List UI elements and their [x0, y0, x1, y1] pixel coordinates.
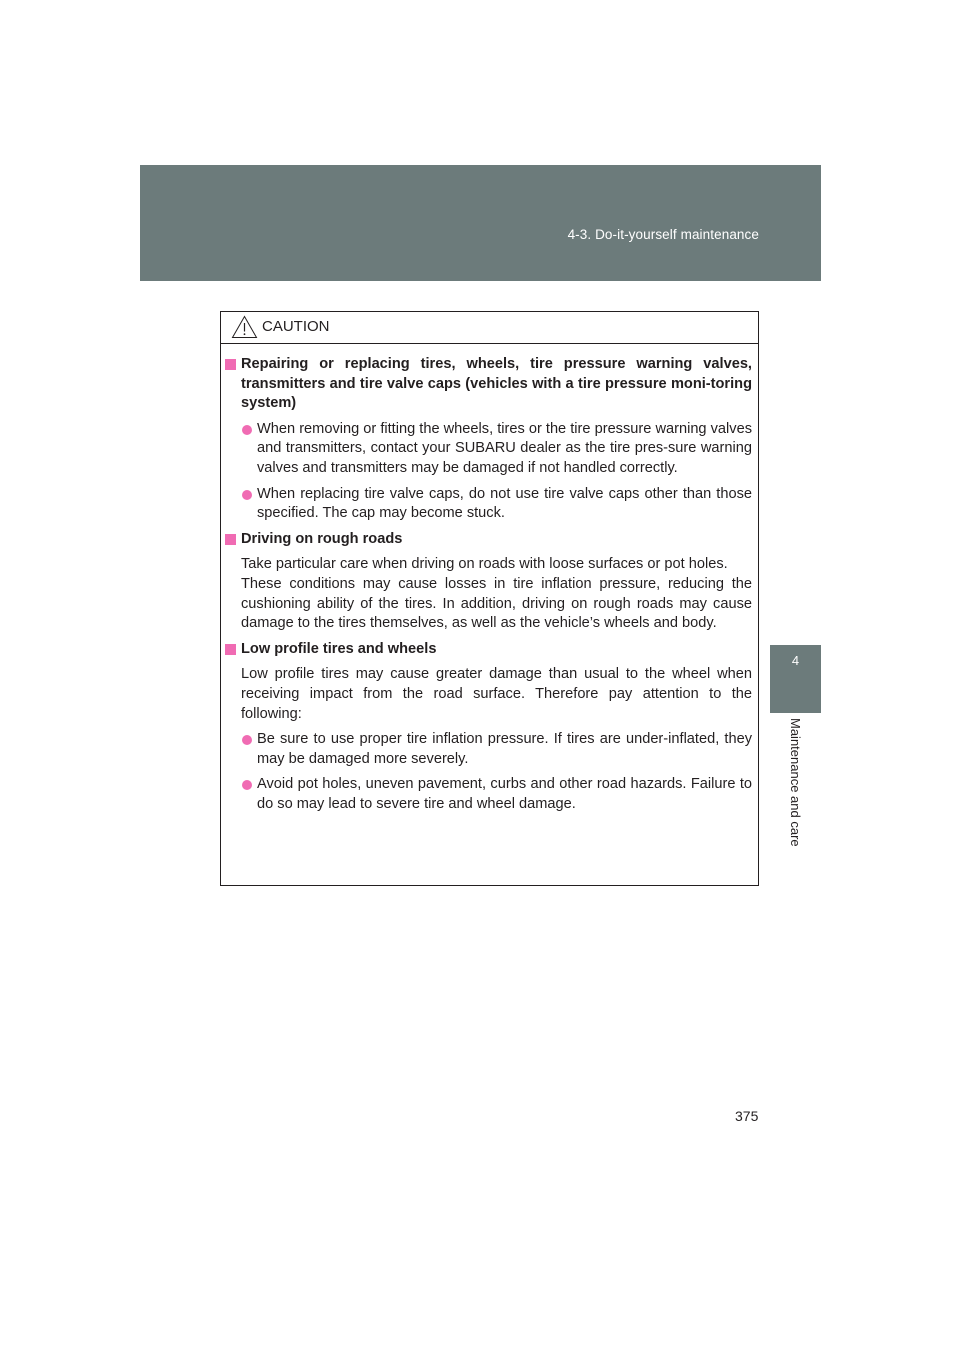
- paragraph: These conditions may cause losses in tire inflation pressure, reducing the cushioning ability of the tires. In addition, driving on rough roads may cause damage to the tires themselves, as well as the vehicle’s wheels and body.: [241, 575, 752, 632]
- paragraph: Low profile tires may cause greater damage than usual to the wheel when receiving impact from the road surface. Therefore pay attention to the following:: [241, 666, 752, 722]
- circle-bullet-icon: [242, 425, 252, 435]
- warning-triangle-icon: [231, 315, 258, 339]
- section-heading: [225, 530, 752, 550]
- header-band: [140, 165, 821, 281]
- list-item: [225, 420, 752, 479]
- heading-text: Repairing or replacing tires, wheels, tire pressure warning valves, transmitters and tire valve caps (vehicles with a tire pressure moni-toring system): [241, 356, 752, 412]
- square-bullet-icon: [225, 534, 236, 545]
- section-title: 4-3. Do-it-yourself maintenance: [567, 227, 759, 242]
- page-number: 375: [735, 1108, 759, 1124]
- section-heading: [225, 640, 752, 660]
- circle-bullet-icon: [242, 490, 252, 500]
- square-bullet-icon: [225, 644, 236, 655]
- paragraph: Take particular care when driving on roads with loose surfaces or pot holes.: [241, 556, 728, 573]
- bullet-text: Be sure to use proper tire inflation pressure. If tires are under-inflated, they may be damaged more severely.: [257, 731, 752, 767]
- circle-bullet-icon: [242, 735, 252, 745]
- bullet-text: When removing or fitting the wheels, tires or the tire pressure warning valves and transmitters, contact your SUBARU dealer as the tire pres-sure warning valves and transmitters may be damaged if not handled correctly.: [257, 420, 752, 476]
- heading-text: Driving on rough roads: [241, 530, 403, 547]
- circle-bullet-icon: [242, 780, 252, 790]
- caution-body: [221, 344, 758, 814]
- chapter-tab: [770, 645, 821, 713]
- chapter-number: 4: [791, 653, 800, 668]
- list-item: [225, 730, 752, 769]
- chapter-label-container: [786, 718, 804, 868]
- caution-title: CAUTION: [262, 318, 330, 335]
- bullet-text: Avoid pot holes, uneven pavement, curbs and other road hazards. Failure to do so may lead to severe tire and wheel damage.: [257, 776, 752, 812]
- heading-text: Low profile tires and wheels: [241, 640, 437, 657]
- caution-header: [221, 312, 758, 344]
- list-item: [225, 485, 752, 524]
- list-item: [225, 775, 752, 814]
- square-bullet-icon: [225, 359, 236, 370]
- caution-box: [220, 311, 759, 886]
- chapter-label: Maintenance and care: [788, 718, 803, 847]
- bullet-text: When replacing tire valve caps, do not use tire valve caps other than those specified. The cap may become stuck.: [257, 485, 752, 522]
- section-heading: [225, 355, 752, 414]
